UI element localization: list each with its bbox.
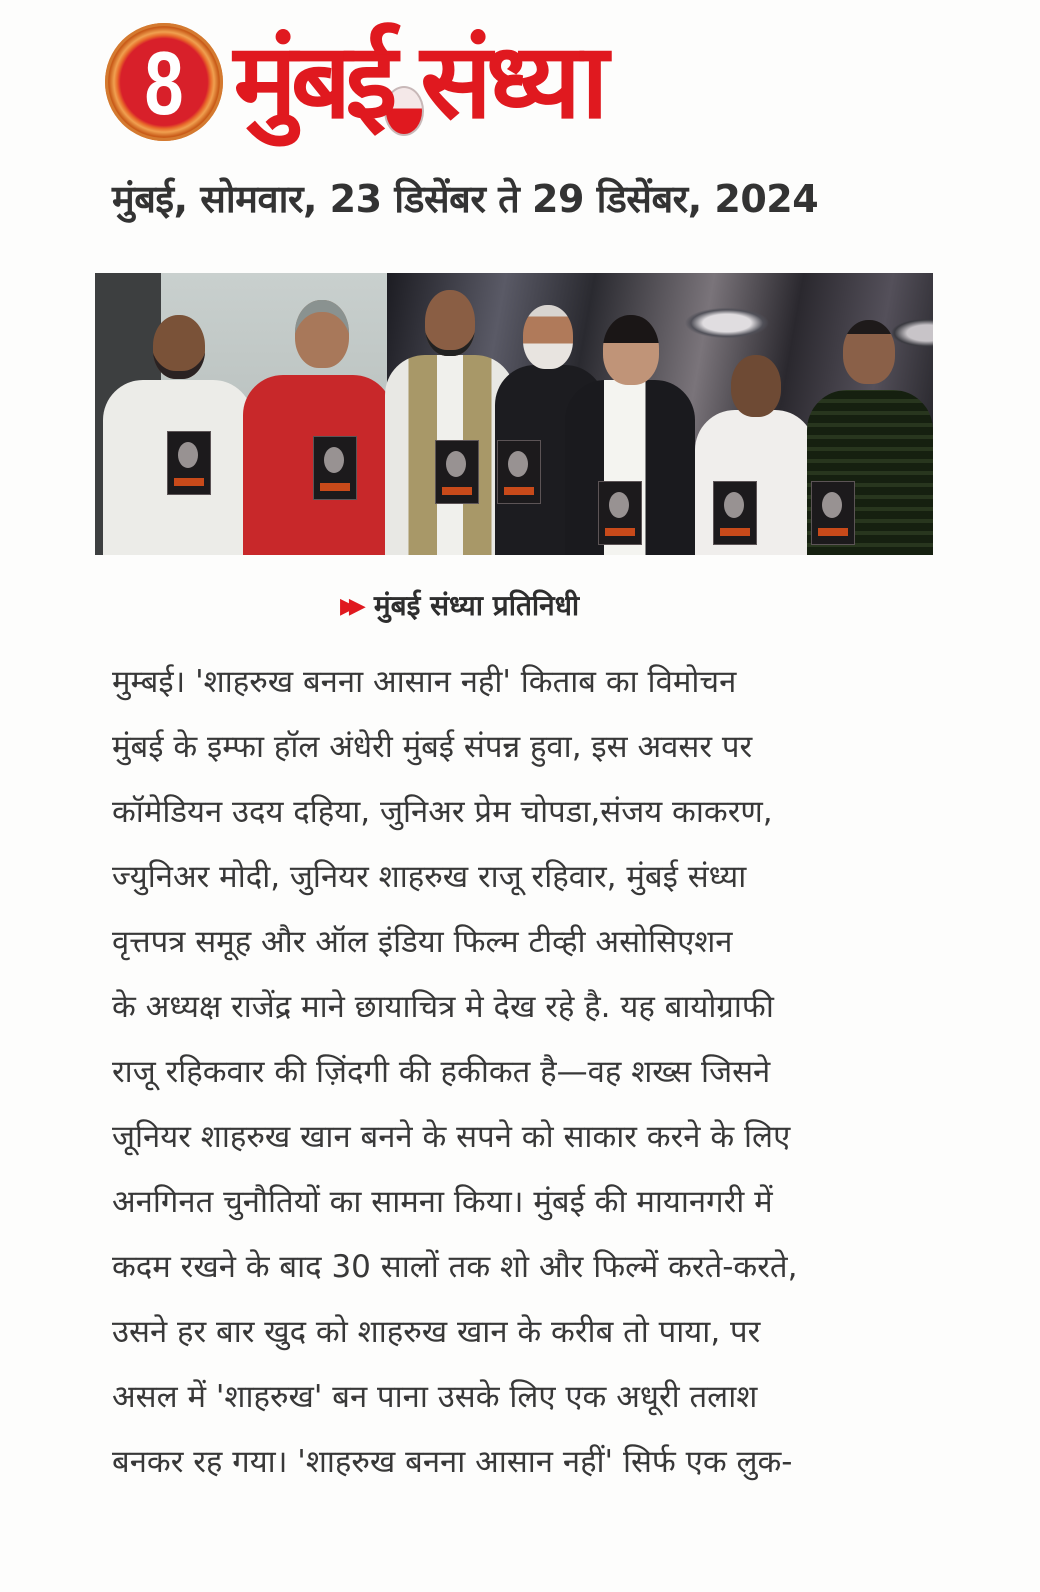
article-line: राजू रहिकवार की ज़िंदगी की हकीकत है—वह शख्स जिसने <box>112 1054 771 1090</box>
person-head <box>603 315 659 385</box>
article-line: उसने हर बार खुद को शाहरुख खान के करीब तो पाया, पर <box>112 1314 761 1350</box>
double-arrow-right-icon: ▶▶ <box>340 593 358 619</box>
newspaper-title-part1: मुंबई <box>233 20 392 142</box>
book <box>811 481 855 545</box>
person-head <box>843 320 895 384</box>
article-line: कॉमेडियन उदय दहिया, जुनिअर प्रेम चोपडा,संजय काकरण, <box>112 794 773 830</box>
newspaper-title-part2: संध्या <box>419 20 603 142</box>
article-line: मुम्बई। 'शाहरुख बनना आसान नही' किताब का विमोचन <box>112 664 737 700</box>
masthead <box>100 18 900 148</box>
book <box>497 440 541 504</box>
article-line: ज्युनिअर मोदी, जुनियर शाहरुख राजू रहिवार, मुंबई संध्या <box>112 859 747 895</box>
dateline: मुंबई, सोमवार, 23 डिसेंबर ते 29 डिसेंबर, 2024 <box>112 177 819 221</box>
book <box>598 481 642 545</box>
book <box>167 431 211 495</box>
article-line: मुंबई के इम्फा हॉल अंधेरी मुंबई संपन्न हुवा, इस अवसर पर <box>112 729 753 765</box>
article-line: कदम रखने के बाद 30 सालों तक शो और फिल्में करते-करते, <box>112 1249 798 1285</box>
article-line: जूनियर शाहरुख खान बनने के सपने को साकार करने के लिए <box>112 1119 791 1155</box>
article-line: असल में 'शाहरुख' बन पाना उसके लिए एक अधूरी तलाश <box>112 1379 758 1415</box>
book <box>435 440 479 504</box>
article-line: बनकर रह गया। 'शाहरुख बनना आसान नहीं' सिर्फ एक लुक- <box>112 1444 793 1480</box>
article-photo <box>95 273 933 555</box>
article-line: के अध्यक्ष राजेंद्र माने छायाचित्र मे देख रहे है. यह बायोग्राफी <box>112 989 774 1025</box>
person-head <box>731 355 781 417</box>
book <box>713 481 757 545</box>
page-number-badge <box>105 23 223 141</box>
book <box>313 436 357 500</box>
byline <box>340 589 580 622</box>
person-head <box>425 290 475 356</box>
page-number: 8 <box>144 34 184 134</box>
article-body <box>112 652 898 1497</box>
article-line: अनगिनत चुनौतियों का सामना किया। मुंबई की मायानगरी में <box>112 1184 773 1220</box>
newspaper-title <box>233 20 603 142</box>
person-head <box>295 300 349 368</box>
photo-person <box>243 300 393 555</box>
article-line: वृत्तपत्र समूह और ऑल इंडिया फिल्म टीव्ही असोसिएशन <box>112 924 733 960</box>
byline-text: मुंबई संध्या प्रतिनिधी <box>373 589 580 622</box>
person-head <box>153 315 205 379</box>
